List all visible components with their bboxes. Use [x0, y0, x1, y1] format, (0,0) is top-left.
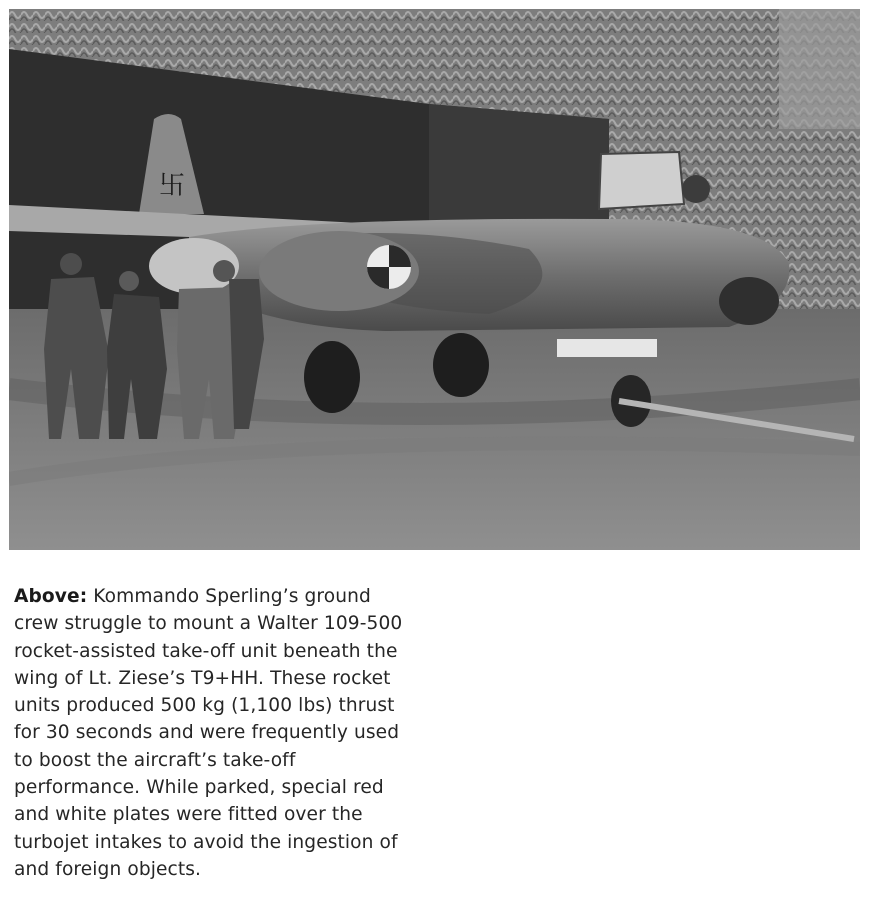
caption-line [14, 583, 424, 610]
caption-line: rocket-assisted take-off unit beneath the [14, 640, 398, 662]
main-wheel-left [304, 341, 360, 413]
canopy [599, 152, 684, 209]
caption-label: Above: [14, 586, 88, 607]
photo-caption [14, 583, 424, 883]
caption-line: wing of Lt. Ziese’s T9+HH. These rocket [14, 667, 391, 689]
aircraft-photograph [9, 9, 860, 550]
caption-line: crew struggle to mount a Walter 109-500 [14, 613, 403, 635]
caption-line: turbojet intakes to avoid the ingestion of [14, 831, 398, 853]
main-wheel-right [433, 333, 489, 397]
caption-line: and white plates were fitted over the [14, 804, 363, 826]
caption-line: performance. While parked, special red [14, 777, 384, 799]
caption-line: and foreign objects. [14, 858, 202, 880]
caption-line: for 30 seconds and were frequently used [14, 722, 400, 744]
tail-marking: 卐 [159, 171, 186, 201]
caption-line: to boost the aircraft’s take-off [14, 749, 296, 771]
caption-text: Kommando Sperling’s ground [87, 586, 371, 607]
nose [719, 277, 779, 325]
caption-line: units produced 500 kg (1,100 lbs) thrust [14, 695, 395, 717]
